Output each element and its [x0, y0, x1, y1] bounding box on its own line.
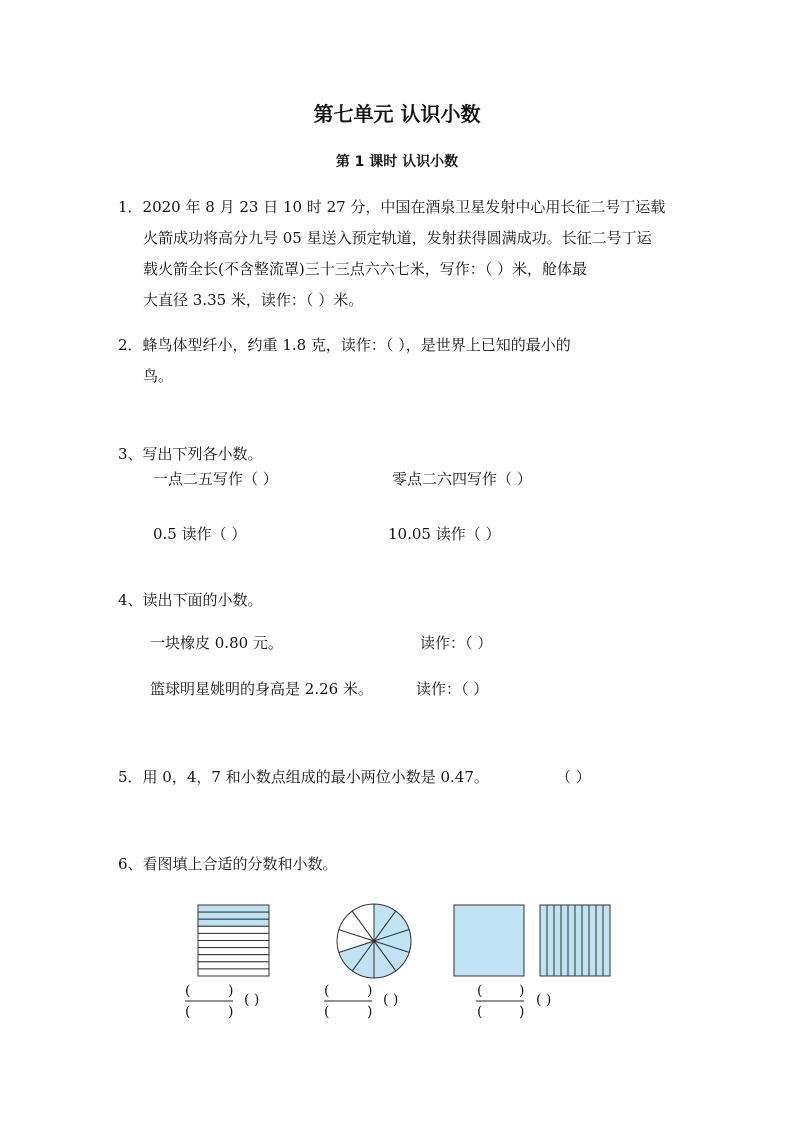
figure-4-column [547, 905, 554, 976]
figure-1-row [198, 905, 269, 912]
question-2-line-2: 鸟。 [143, 367, 174, 385]
decimal-3-blank: ( ) [536, 992, 552, 1008]
fraction-2-numerator-open: ( [324, 983, 330, 999]
fraction-3-numerator-open: ( [477, 983, 483, 999]
figure-1-row [198, 969, 269, 976]
question-6-heading: 6、看图填上合适的分数和小数。 [118, 855, 338, 873]
lesson-subtitle: 第 1 课时 认识小数 [335, 154, 459, 170]
fraction-3-numerator-close: ) [519, 983, 525, 999]
question-1-line-2: 火箭成功将高分九号 05 星送入预定轨道，发射获得圆满成功。长征二号丁运 [143, 229, 652, 247]
figure-1-row [198, 962, 269, 969]
figure-column-rectangle [540, 905, 610, 976]
question-4-heading: 4、读出下面的小数。 [118, 591, 263, 609]
fraction-1-denominator-open: ( [185, 1004, 191, 1020]
question-1-line-3: 载火箭全长(不含整流罩)三十三点六六七米，写作：（ ）米，舱体最 [143, 260, 587, 278]
question-1-line-1: 1．2020 年 8 月 23 日 10 时 27 分，中国在酒泉卫星发射中心用长征二号丁运载 [118, 198, 666, 216]
figure-shaded-square [454, 905, 524, 976]
figure-4-column [589, 905, 596, 976]
figure-1-row [198, 941, 269, 948]
decimal-1-blank: ( ) [244, 992, 260, 1008]
figure-1-row [198, 948, 269, 955]
figure-1-row [198, 933, 269, 940]
figure-1-row [198, 912, 269, 919]
fraction-3-denominator-open: ( [477, 1004, 483, 1020]
figure-4-column [603, 905, 610, 976]
question-3-heading: 3、写出下列各小数。 [118, 445, 263, 463]
figure-1-row [198, 955, 269, 962]
figure-4-column [582, 905, 589, 976]
figure-4-column [575, 905, 582, 976]
fraction-1-numerator-open: ( [185, 983, 191, 999]
figure-pie-circle [337, 904, 411, 978]
question-1-line-4: 大直径 3.35 米，读作：（ ）米。 [143, 291, 364, 309]
question-5-text: 5．用 0，4，7 和小数点组成的最小两位小数是 0.47。 [118, 768, 489, 786]
decimal-2-blank: ( ) [383, 992, 399, 1008]
question-4-item-a-answer: 读作：（ ） [420, 634, 493, 652]
question-4-item-a-text: 一块橡皮 0.80 元。 [150, 634, 283, 652]
question-4-item-b-answer: 读作：（ ） [416, 680, 489, 698]
question-4-item-b-text: 篮球明星姚明的身高是 2.26 米。 [150, 680, 373, 698]
question-3-item-a: 一点二五写作（ ） [153, 470, 278, 488]
question-2-line-1: 2．蜂鸟体型纤小，约重 1.8 克，读作：（ ），是世界上已知的最小的 [118, 336, 571, 354]
figure-4-column [561, 905, 568, 976]
figure-1-row [198, 926, 269, 933]
figure-4-column [540, 905, 547, 976]
figure-striped-rectangle [198, 905, 269, 976]
question-3-item-b: 零点二六四写作（ ） [392, 470, 532, 488]
figure-4-column [554, 905, 561, 976]
fraction-2-numerator-close: ) [367, 983, 373, 999]
question-3-item-c: 0.5 读作（ ） [153, 525, 247, 543]
figure-4-column [568, 905, 575, 976]
fraction-1-numerator-close: ) [228, 983, 234, 999]
figure-4-column [596, 905, 603, 976]
fraction-3-denominator-close: ) [519, 1004, 525, 1020]
figure-1-row [198, 919, 269, 926]
fraction-2-denominator-close: ) [367, 1004, 373, 1020]
figure-3-square [454, 905, 524, 976]
fraction-1-denominator-close: ) [228, 1004, 234, 1020]
page-title: 第七单元 认识小数 [313, 102, 481, 126]
fraction-2-denominator-open: ( [324, 1004, 330, 1020]
question-3-item-d: 10.05 读作（ ） [388, 525, 501, 543]
question-5-judgement-blank: （ ） [556, 768, 591, 786]
